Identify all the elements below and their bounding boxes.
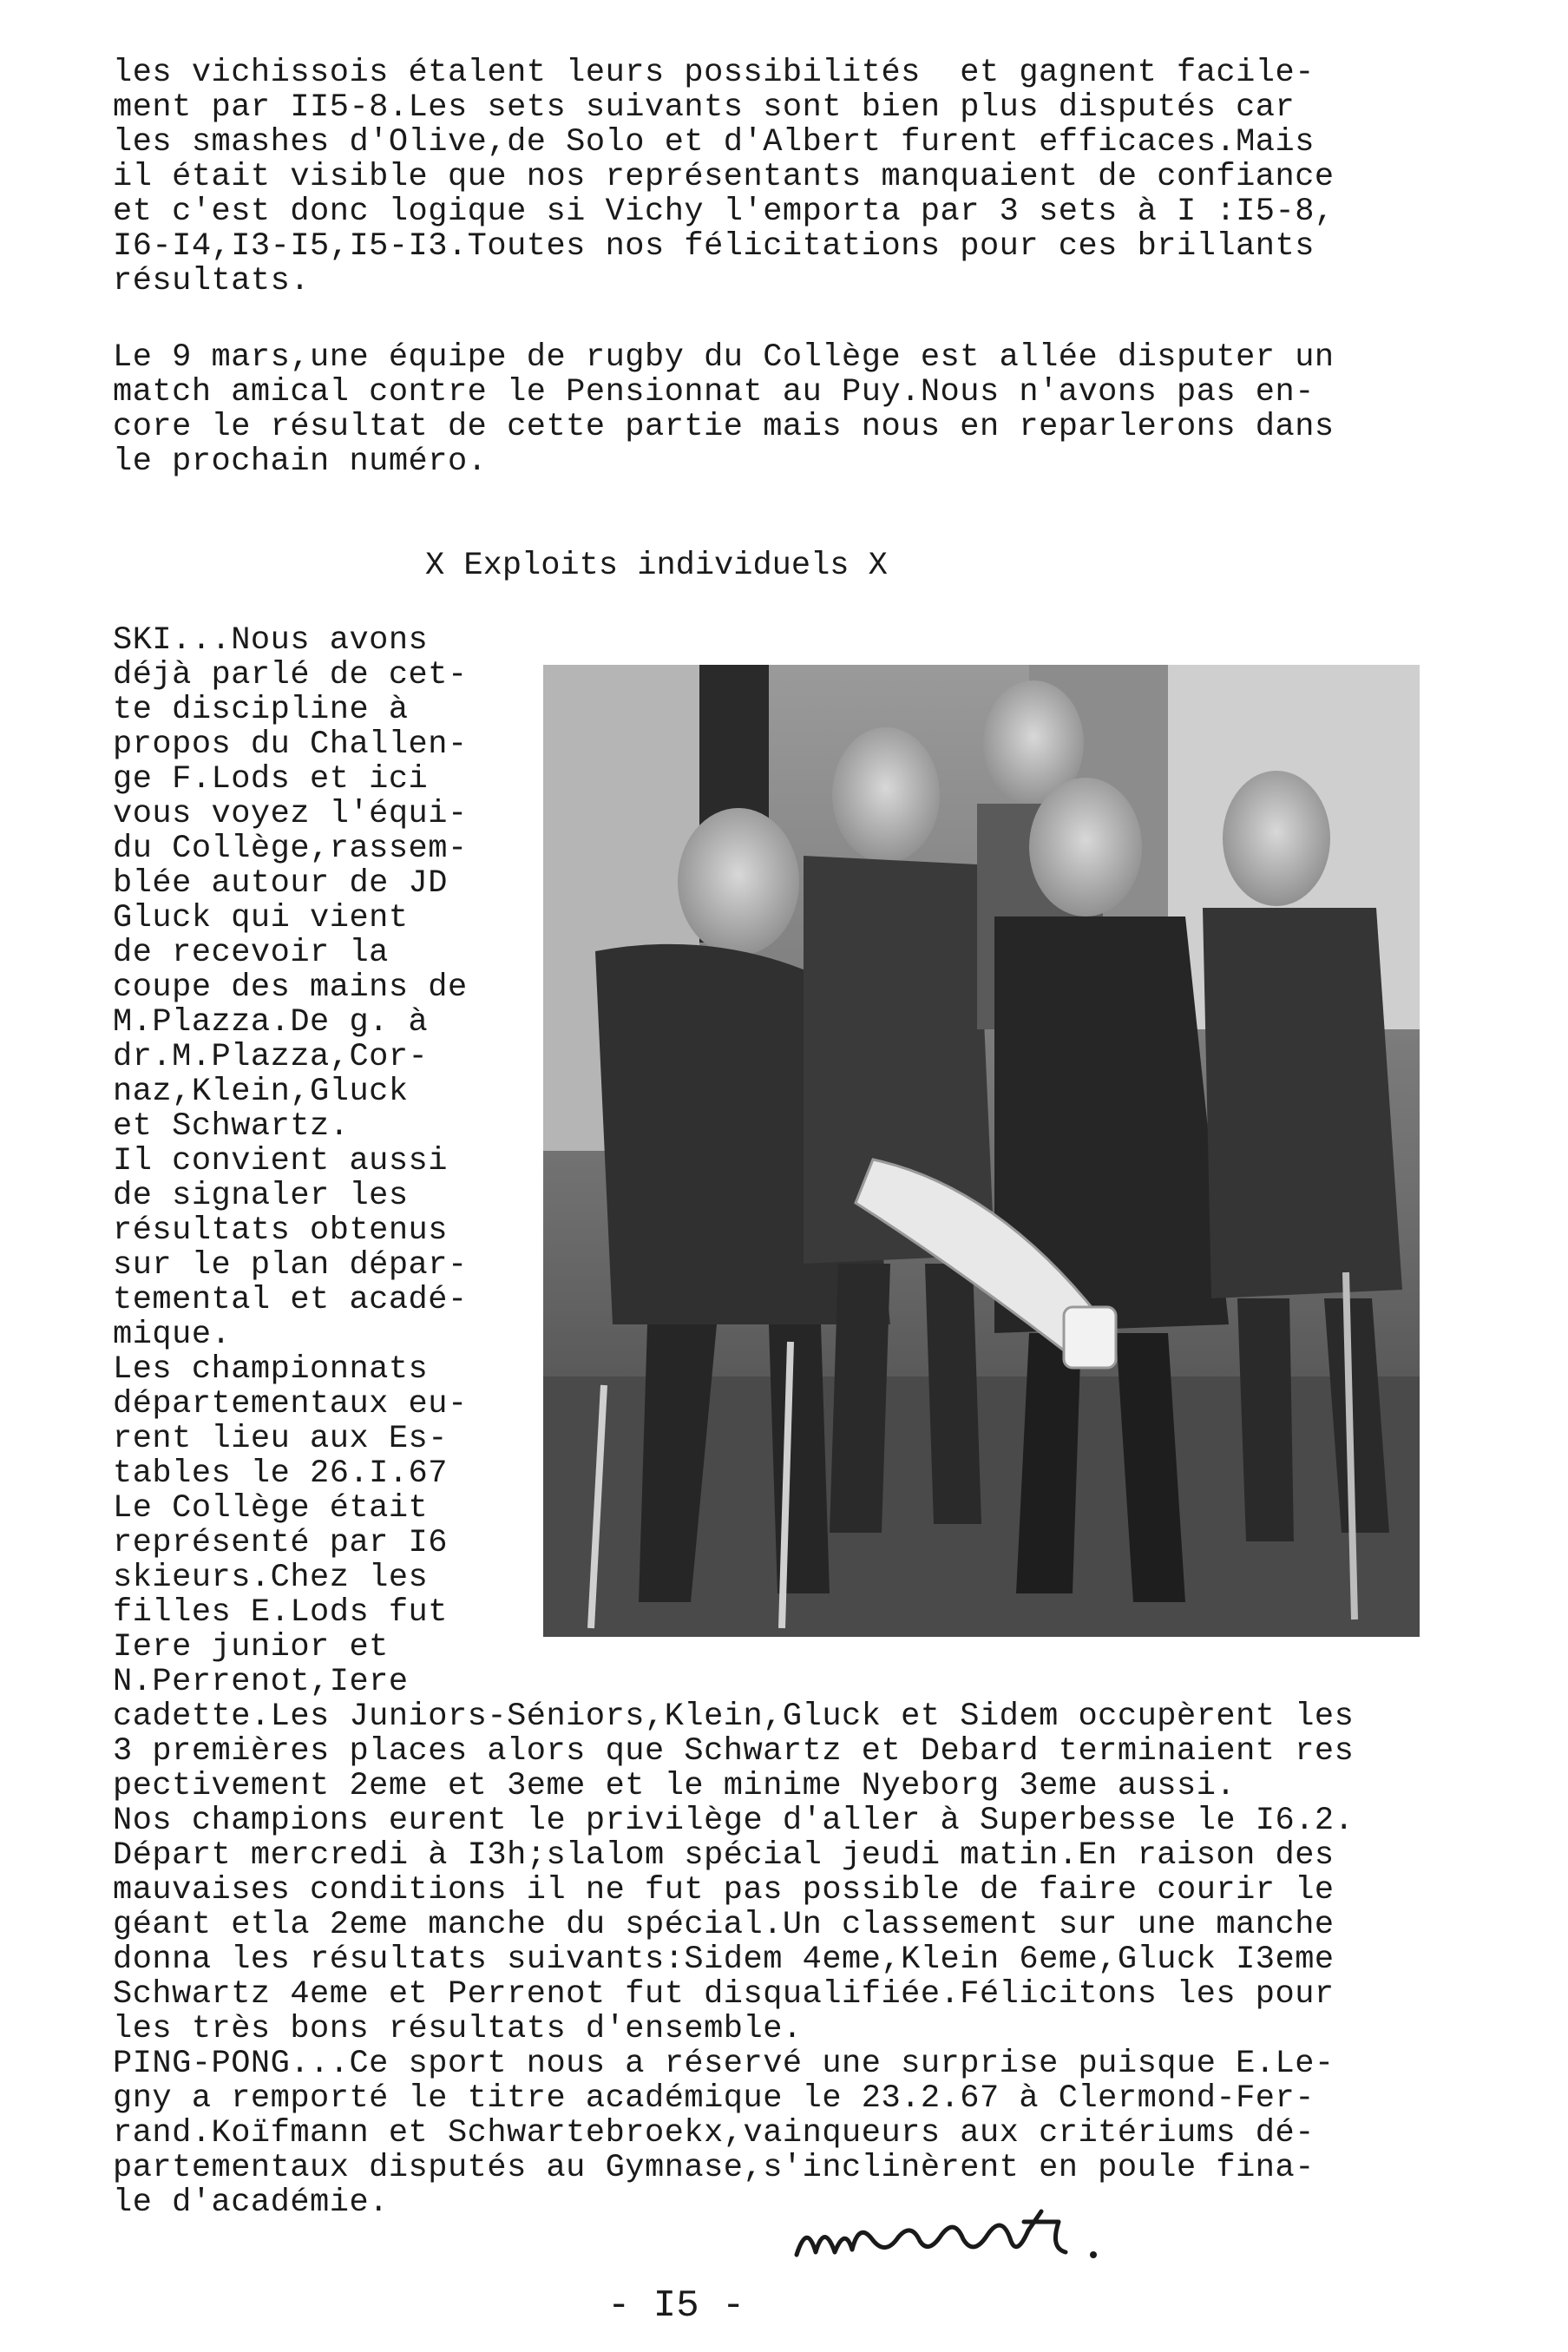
team-photo-image xyxy=(543,665,1420,1637)
text-line: de signaler les xyxy=(113,1178,409,1214)
text-line: ge F.Lods et ici xyxy=(113,761,429,798)
text-line: donna les résultats suivants:Sidem 4eme,Klein 6eme,Gluck I3eme xyxy=(113,1941,1335,1978)
text-line: N.Perrenot,Iere xyxy=(113,1664,409,1700)
text-line: résultats obtenus xyxy=(113,1212,448,1249)
text-line: Nos champions eurent le privilège d'aller à Superbesse le I6.2. xyxy=(113,1803,1355,1839)
text-line: core le résultat de cette partie mais nous en reparlerons dans xyxy=(113,409,1335,445)
text-line: déjà parlé de cet- xyxy=(113,657,468,693)
text-line: pectivement 2eme et 3eme et le minime Nyeborg 3eme aussi. xyxy=(113,1768,1237,1804)
text-line: M.Plazza.De g. à xyxy=(113,1004,429,1041)
text-line: le prochain numéro. xyxy=(113,443,488,480)
text-line: départementaux eu- xyxy=(113,1386,468,1422)
text-line: Les championnats xyxy=(113,1351,429,1388)
text-line: PING-PONG...Ce sport nous a réservé une surprise puisque E.Le- xyxy=(113,2046,1335,2082)
team-photo xyxy=(543,665,1420,1637)
text-line: Il convient aussi xyxy=(113,1143,448,1179)
text-line: Départ mercredi à I3h;slalom spécial jeudi matin.En raison des xyxy=(113,1837,1335,1874)
text-line: Schwartz 4eme et Perrenot fut disqualifiée.Félicitons les pour xyxy=(113,1976,1335,2013)
text-line: vous voyez l'équi- xyxy=(113,796,468,832)
text-line: partementaux disputés au Gymnase,s'inclinèrent en poule fina- xyxy=(113,2150,1315,2186)
text-line: propos du Challen- xyxy=(113,726,468,763)
text-line: résultats. xyxy=(113,263,311,299)
text-line: et Schwartz. xyxy=(113,1108,350,1145)
text-line: les très bons résultats d'ensemble. xyxy=(113,2011,803,2047)
text-line: 3 premières places alors que Schwartz et Debard terminaient res xyxy=(113,1733,1355,1770)
text-line: dr.M.Plazza,Cor- xyxy=(113,1039,429,1075)
text-line: géant etla 2eme manche du spécial.Un classement sur une manche xyxy=(113,1907,1335,1943)
handwritten-signature xyxy=(790,2187,1119,2283)
text-line: cadette.Les Juniors-Séniors,Klein,Gluck et Sidem occupèrent les xyxy=(113,1698,1355,1735)
text-line: mauvaises conditions il ne fut pas possible de faire courir le xyxy=(113,1872,1335,1909)
text-line: te discipline à xyxy=(113,692,409,728)
text-line: mique. xyxy=(113,1317,232,1353)
text-line: ment par II5-8.Les sets suivants sont bien plus disputés car xyxy=(113,89,1296,126)
text-line: tables le 26.I.67 xyxy=(113,1455,448,1492)
text-line: rent lieu aux Es- xyxy=(113,1421,448,1457)
text-line: temental et acadé- xyxy=(113,1282,468,1318)
text-line: il était visible que nos représentants manquaient de confiance xyxy=(113,159,1335,195)
text-line: le d'académie. xyxy=(113,2184,389,2221)
text-line: du Collège,rassem- xyxy=(113,831,468,867)
text-line: skieurs.Chez les xyxy=(113,1560,429,1596)
text-line: de recevoir la xyxy=(113,935,389,971)
text-line: match amical contre le Pensionnat au Puy.Nous n'avons pas en- xyxy=(113,374,1315,411)
section-title: X Exploits individuels X xyxy=(425,548,888,584)
text-line: filles E.Lods fut xyxy=(113,1594,448,1631)
text-line: les smashes d'Olive,de Solo et d'Albert furent efficaces.Mais xyxy=(113,124,1315,161)
text-line: sur le plan dépar- xyxy=(113,1247,468,1284)
text-line: blée autour de JD xyxy=(113,865,448,902)
text-line: coupe des mains de xyxy=(113,969,468,1006)
text-line: Le Collège était xyxy=(113,1490,429,1527)
text-line: et c'est donc logique si Vichy l'emporta par 3 sets à I :I5-8, xyxy=(113,194,1335,230)
text-line: gny a remporté le titre académique le 23.2.67 à Clermond-Fer- xyxy=(113,2080,1315,2117)
text-line: SKI...Nous avons xyxy=(113,622,429,659)
text-line: rand.Koïfmann et Schwartebroekx,vainqueurs aux critériums dé- xyxy=(113,2115,1315,2152)
text-line: les vichissois étalent leurs possibilités et gagnent facile- xyxy=(113,55,1315,91)
text-line: Iere junior et xyxy=(113,1629,389,1665)
text-line: représenté par I6 xyxy=(113,1525,448,1561)
text-line: I6-I4,I3-I5,I5-I3.Toutes nos félicitations pour ces brillants xyxy=(113,228,1315,265)
page-number: - I5 - xyxy=(607,2284,745,2328)
text-line: naz,Klein,Gluck xyxy=(113,1074,409,1110)
text-line: Le 9 mars,une équipe de rugby du Collège est allée disputer un xyxy=(113,339,1335,376)
text-line: Gluck qui vient xyxy=(113,900,409,936)
